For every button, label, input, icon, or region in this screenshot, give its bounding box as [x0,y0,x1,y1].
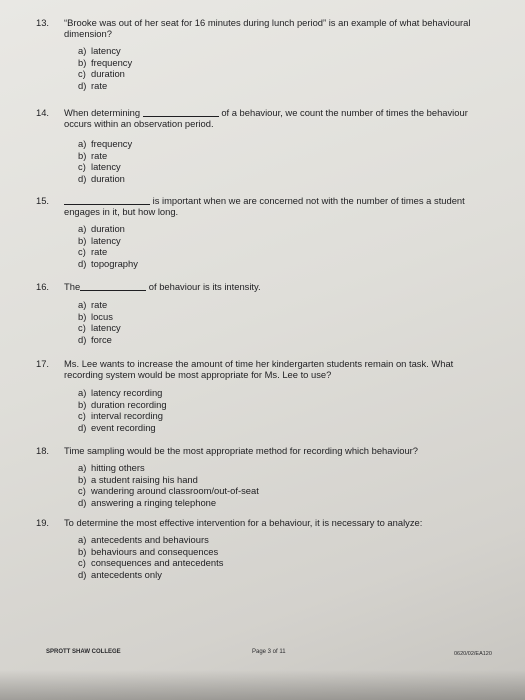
question-number: 18. [36,445,50,456]
question-14 [36,107,506,184]
option-b[interactable]: b) locus [78,310,113,322]
question-stem: Ms. Lee wants to increase the amount of time her kindergarten students remain on task. What recording system would be most appropriate for Ms. Lee to use? [64,358,454,380]
question-stem-line2: engages in it, but how long. [64,206,179,217]
option-a[interactable]: a) latency recording [78,387,163,398]
option-b[interactable]: b) frequency [78,56,133,68]
option-c[interactable]: c) duration [78,68,125,80]
options-list [78,45,506,91]
option-d[interactable]: d) rate [78,79,108,91]
answer-blank[interactable] [64,195,150,205]
question-stem: The of behaviour is its intensity. [64,281,261,292]
question-number: 16. [36,281,50,292]
question-stem: To determine the most effective intervention for a behaviour, it is necessary to analyze: [64,517,423,528]
option-c[interactable]: c) consequences and antecedents [78,557,224,569]
answer-blank[interactable] [80,281,146,291]
option-a[interactable]: a) duration [78,223,125,234]
question-stem: is important when we are concerned not with the number of times a student [64,195,506,206]
option-d[interactable]: d) event recording [78,421,156,433]
options-list [78,299,506,345]
option-b[interactable]: b) latency [78,234,121,246]
option-b[interactable]: b) duration recording [78,398,167,410]
question-number: 15. [36,195,50,206]
question-stem: Time sampling would be the most appropriate method for recording which behaviour? [64,445,419,456]
option-d[interactable]: d) force [78,333,112,345]
question-15 [36,195,506,269]
option-a[interactable]: a) rate [78,299,108,310]
option-d[interactable]: d) topography [78,257,138,269]
question-19 [36,517,506,580]
option-d[interactable]: d) answering a ringing telephone [78,496,217,508]
options-list [78,534,506,580]
question-number: 19. [36,517,50,528]
options-list [78,387,506,433]
question-13 [36,17,506,91]
option-d[interactable]: d) antecedents only [78,568,162,580]
options-list [78,138,506,184]
question-stem: “Brooke was out of her seat for 16 minutes during lunch period” is an example of what behavioural dimension? [64,17,471,39]
option-d[interactable]: d) duration [78,172,125,184]
question-number: 13. [36,17,50,28]
option-a[interactable]: a) antecedents and behaviours [78,534,209,545]
question-18 [36,445,506,508]
question-stem: When determining of a behaviour, we count the number of times the behaviour [64,107,468,118]
page-number: Page 3 of 11 [252,649,286,655]
question-16 [36,281,506,345]
options-list [78,223,506,269]
question-number: 17. [36,358,50,369]
option-a[interactable]: a) hitting others [78,462,145,473]
option-b[interactable]: b) behaviours and consequences [78,545,219,557]
document-code: 0620/02/EA120 [454,651,492,657]
option-a[interactable]: a) frequency [78,138,133,149]
option-a[interactable]: a) latency [78,45,121,56]
option-c[interactable]: c) latency [78,322,121,334]
answer-blank[interactable] [143,107,219,117]
question-stem-line2: occurs within an observation period. [64,118,214,129]
option-c[interactable]: c) interval recording [78,410,163,422]
option-b[interactable]: b) a student raising his hand [78,473,198,485]
option-b[interactable]: b) rate [78,149,108,161]
question-number: 14. [36,107,50,118]
option-c[interactable]: c) wandering around classroom/out-of-seat [78,485,259,497]
college-name: SPROTT SHAW COLLEGE [46,649,121,655]
option-c[interactable]: c) latency [78,161,121,173]
options-list [78,462,506,508]
question-17 [36,358,506,433]
option-c[interactable]: c) rate [78,246,108,258]
